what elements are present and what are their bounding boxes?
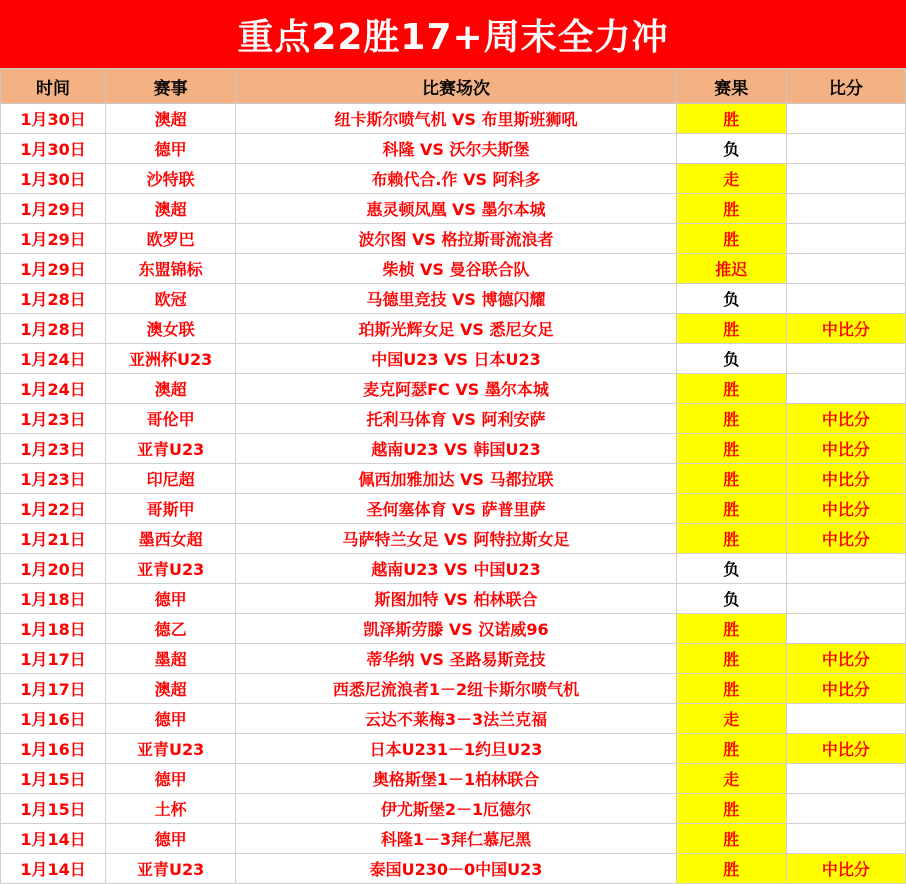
- cell-time: 1月14日: [1, 854, 106, 884]
- cell-score: [786, 254, 905, 284]
- cell-time: 1月16日: [1, 734, 106, 764]
- cell-league: 澳超: [106, 674, 236, 704]
- cell-result: 负: [676, 344, 786, 374]
- cell-result: 胜: [676, 644, 786, 674]
- cell-match: 佩西加雅加达 VS 马都拉联: [236, 464, 676, 494]
- cell-result: 负: [676, 134, 786, 164]
- cell-match: 泰国U230－0中国U23: [236, 854, 676, 884]
- cell-score: [786, 614, 905, 644]
- cell-score: 中比分: [786, 494, 905, 524]
- cell-league: 哥斯甲: [106, 494, 236, 524]
- cell-match: 珀斯光辉女足 VS 悉尼女足: [236, 314, 676, 344]
- table-body: [1, 104, 906, 884]
- cell-league: 沙特联: [106, 164, 236, 194]
- cell-match: 圣何塞体育 VS 萨普里萨: [236, 494, 676, 524]
- cell-match: 越南U23 VS 韩国U23: [236, 434, 676, 464]
- cell-match: 云达不莱梅3－3法兰克福: [236, 704, 676, 734]
- cell-match: 伊尤斯堡2－1厄德尔: [236, 794, 676, 824]
- table-row: [1, 464, 906, 494]
- cell-result: 走: [676, 164, 786, 194]
- cell-result: 胜: [676, 374, 786, 404]
- cell-score: 中比分: [786, 314, 905, 344]
- cell-match: 马德里竞技 VS 博德闪耀: [236, 284, 676, 314]
- cell-score: [786, 704, 905, 734]
- cell-result: 胜: [676, 794, 786, 824]
- cell-result: 胜: [676, 104, 786, 134]
- cell-league: 德乙: [106, 614, 236, 644]
- cell-score: 中比分: [786, 854, 905, 884]
- column-header-league: 赛事: [106, 69, 236, 104]
- table-row: [1, 104, 906, 134]
- cell-score: [786, 374, 905, 404]
- table-row: [1, 344, 906, 374]
- cell-result: 胜: [676, 824, 786, 854]
- table-row: [1, 554, 906, 584]
- cell-time: 1月20日: [1, 554, 106, 584]
- table-row: [1, 614, 906, 644]
- cell-time: 1月30日: [1, 134, 106, 164]
- table-row: [1, 764, 906, 794]
- cell-match: 蒂华纳 VS 圣路易斯竞技: [236, 644, 676, 674]
- cell-result: 走: [676, 704, 786, 734]
- table-row: [1, 434, 906, 464]
- cell-time: 1月29日: [1, 224, 106, 254]
- cell-match: 布赖代合.作 VS 阿科多: [236, 164, 676, 194]
- cell-time: 1月15日: [1, 794, 106, 824]
- cell-match: 斯图加特 VS 柏林联合: [236, 584, 676, 614]
- cell-match: 科隆 VS 沃尔夫斯堡: [236, 134, 676, 164]
- cell-score: [786, 224, 905, 254]
- cell-result: 推迟: [676, 254, 786, 284]
- cell-match: 科隆1－3拜仁慕尼黑: [236, 824, 676, 854]
- cell-result: 胜: [676, 434, 786, 464]
- cell-result: 胜: [676, 464, 786, 494]
- cell-time: 1月21日: [1, 524, 106, 554]
- cell-league: 德甲: [106, 584, 236, 614]
- cell-score: 中比分: [786, 404, 905, 434]
- cell-time: 1月23日: [1, 464, 106, 494]
- table-row: [1, 704, 906, 734]
- cell-result: 胜: [676, 614, 786, 644]
- table-row: [1, 254, 906, 284]
- cell-time: 1月17日: [1, 644, 106, 674]
- cell-time: 1月24日: [1, 344, 106, 374]
- cell-match: 凯泽斯劳滕 VS 汉诺威96: [236, 614, 676, 644]
- banner: [0, 0, 906, 68]
- cell-result: 胜: [676, 404, 786, 434]
- cell-league: 德甲: [106, 704, 236, 734]
- cell-match: 柴桢 VS 曼谷联合队: [236, 254, 676, 284]
- table-row: [1, 284, 906, 314]
- table-row: [1, 224, 906, 254]
- table-row: [1, 734, 906, 764]
- cell-league: 墨西女超: [106, 524, 236, 554]
- cell-league: 德甲: [106, 824, 236, 854]
- table-row: [1, 794, 906, 824]
- cell-score: [786, 104, 905, 134]
- cell-league: 欧冠: [106, 284, 236, 314]
- cell-result: 胜: [676, 494, 786, 524]
- cell-score: [786, 164, 905, 194]
- cell-score: 中比分: [786, 524, 905, 554]
- cell-score: 中比分: [786, 674, 905, 704]
- cell-league: 澳超: [106, 104, 236, 134]
- cell-league: 亚青U23: [106, 734, 236, 764]
- cell-score: [786, 284, 905, 314]
- cell-match: 西悉尼流浪者1－2纽卡斯尔喷气机: [236, 674, 676, 704]
- cell-time: 1月30日: [1, 104, 106, 134]
- cell-result: 胜: [676, 734, 786, 764]
- cell-time: 1月28日: [1, 314, 106, 344]
- cell-score: [786, 194, 905, 224]
- cell-result: 胜: [676, 674, 786, 704]
- cell-result: 负: [676, 584, 786, 614]
- cell-result: 胜: [676, 314, 786, 344]
- column-header-time: 时间: [1, 69, 106, 104]
- cell-match: 麦克阿瑟FC VS 墨尔本城: [236, 374, 676, 404]
- cell-score: 中比分: [786, 464, 905, 494]
- cell-result: 胜: [676, 194, 786, 224]
- cell-time: 1月18日: [1, 584, 106, 614]
- cell-time: 1月16日: [1, 704, 106, 734]
- cell-league: 墨超: [106, 644, 236, 674]
- table-row: [1, 194, 906, 224]
- cell-league: 东盟锦标: [106, 254, 236, 284]
- table-header-row: [1, 69, 906, 104]
- cell-league: 哥伦甲: [106, 404, 236, 434]
- cell-match: 马萨特兰女足 VS 阿特拉斯女足: [236, 524, 676, 554]
- cell-match: 中国U23 VS 日本U23: [236, 344, 676, 374]
- cell-score: [786, 584, 905, 614]
- cell-score: 中比分: [786, 734, 905, 764]
- cell-score: [786, 344, 905, 374]
- cell-time: 1月28日: [1, 284, 106, 314]
- column-header-score: 比分: [786, 69, 905, 104]
- cell-score: 中比分: [786, 434, 905, 464]
- table-row: [1, 134, 906, 164]
- cell-league: 亚洲杯U23: [106, 344, 236, 374]
- table-row: [1, 674, 906, 704]
- cell-league: 德甲: [106, 134, 236, 164]
- cell-league: 澳超: [106, 194, 236, 224]
- table-row: [1, 854, 906, 884]
- cell-score: [786, 764, 905, 794]
- cell-time: 1月17日: [1, 674, 106, 704]
- cell-score: [786, 134, 905, 164]
- cell-score: 中比分: [786, 644, 905, 674]
- cell-match: 纽卡斯尔喷气机 VS 布里斯班狮吼: [236, 104, 676, 134]
- table-row: [1, 164, 906, 194]
- cell-league: 欧罗巴: [106, 224, 236, 254]
- table-row: [1, 584, 906, 614]
- cell-match: 托利马体育 VS 阿利安萨: [236, 404, 676, 434]
- cell-league: 亚青U23: [106, 434, 236, 464]
- cell-league: 亚青U23: [106, 554, 236, 584]
- cell-result: 胜: [676, 524, 786, 554]
- table-row: [1, 824, 906, 854]
- cell-time: 1月24日: [1, 374, 106, 404]
- cell-match: 日本U231－1约旦U23: [236, 734, 676, 764]
- table-row: [1, 494, 906, 524]
- cell-league: 土杯: [106, 794, 236, 824]
- cell-result: 走: [676, 764, 786, 794]
- cell-time: 1月29日: [1, 194, 106, 224]
- cell-time: 1月29日: [1, 254, 106, 284]
- table-row: [1, 524, 906, 554]
- cell-league: 亚青U23: [106, 854, 236, 884]
- cell-result: 胜: [676, 854, 786, 884]
- table-row: [1, 404, 906, 434]
- cell-time: 1月30日: [1, 164, 106, 194]
- cell-score: [786, 794, 905, 824]
- cell-league: 澳女联: [106, 314, 236, 344]
- cell-match: 惠灵顿凤凰 VS 墨尔本城: [236, 194, 676, 224]
- cell-time: 1月18日: [1, 614, 106, 644]
- matches-table: [0, 68, 906, 884]
- cell-result: 负: [676, 284, 786, 314]
- cell-league: 澳超: [106, 374, 236, 404]
- cell-match: 越南U23 VS 中国U23: [236, 554, 676, 584]
- cell-time: 1月22日: [1, 494, 106, 524]
- cell-result: 胜: [676, 224, 786, 254]
- cell-league: 德甲: [106, 764, 236, 794]
- cell-score: [786, 824, 905, 854]
- table-row: [1, 314, 906, 344]
- page-title: 重点22胜17+周末全力冲: [237, 16, 669, 58]
- cell-league: 印尼超: [106, 464, 236, 494]
- cell-score: [786, 554, 905, 584]
- cell-match: 奥格斯堡1－1柏林联合: [236, 764, 676, 794]
- column-header-match: 比赛场次: [236, 69, 676, 104]
- cell-result: 负: [676, 554, 786, 584]
- table-row: [1, 644, 906, 674]
- cell-time: 1月23日: [1, 404, 106, 434]
- cell-time: 1月15日: [1, 764, 106, 794]
- cell-match: 波尔图 VS 格拉斯哥流浪者: [236, 224, 676, 254]
- cell-time: 1月23日: [1, 434, 106, 464]
- table-row: [1, 374, 906, 404]
- column-header-result: 赛果: [676, 69, 786, 104]
- cell-time: 1月14日: [1, 824, 106, 854]
